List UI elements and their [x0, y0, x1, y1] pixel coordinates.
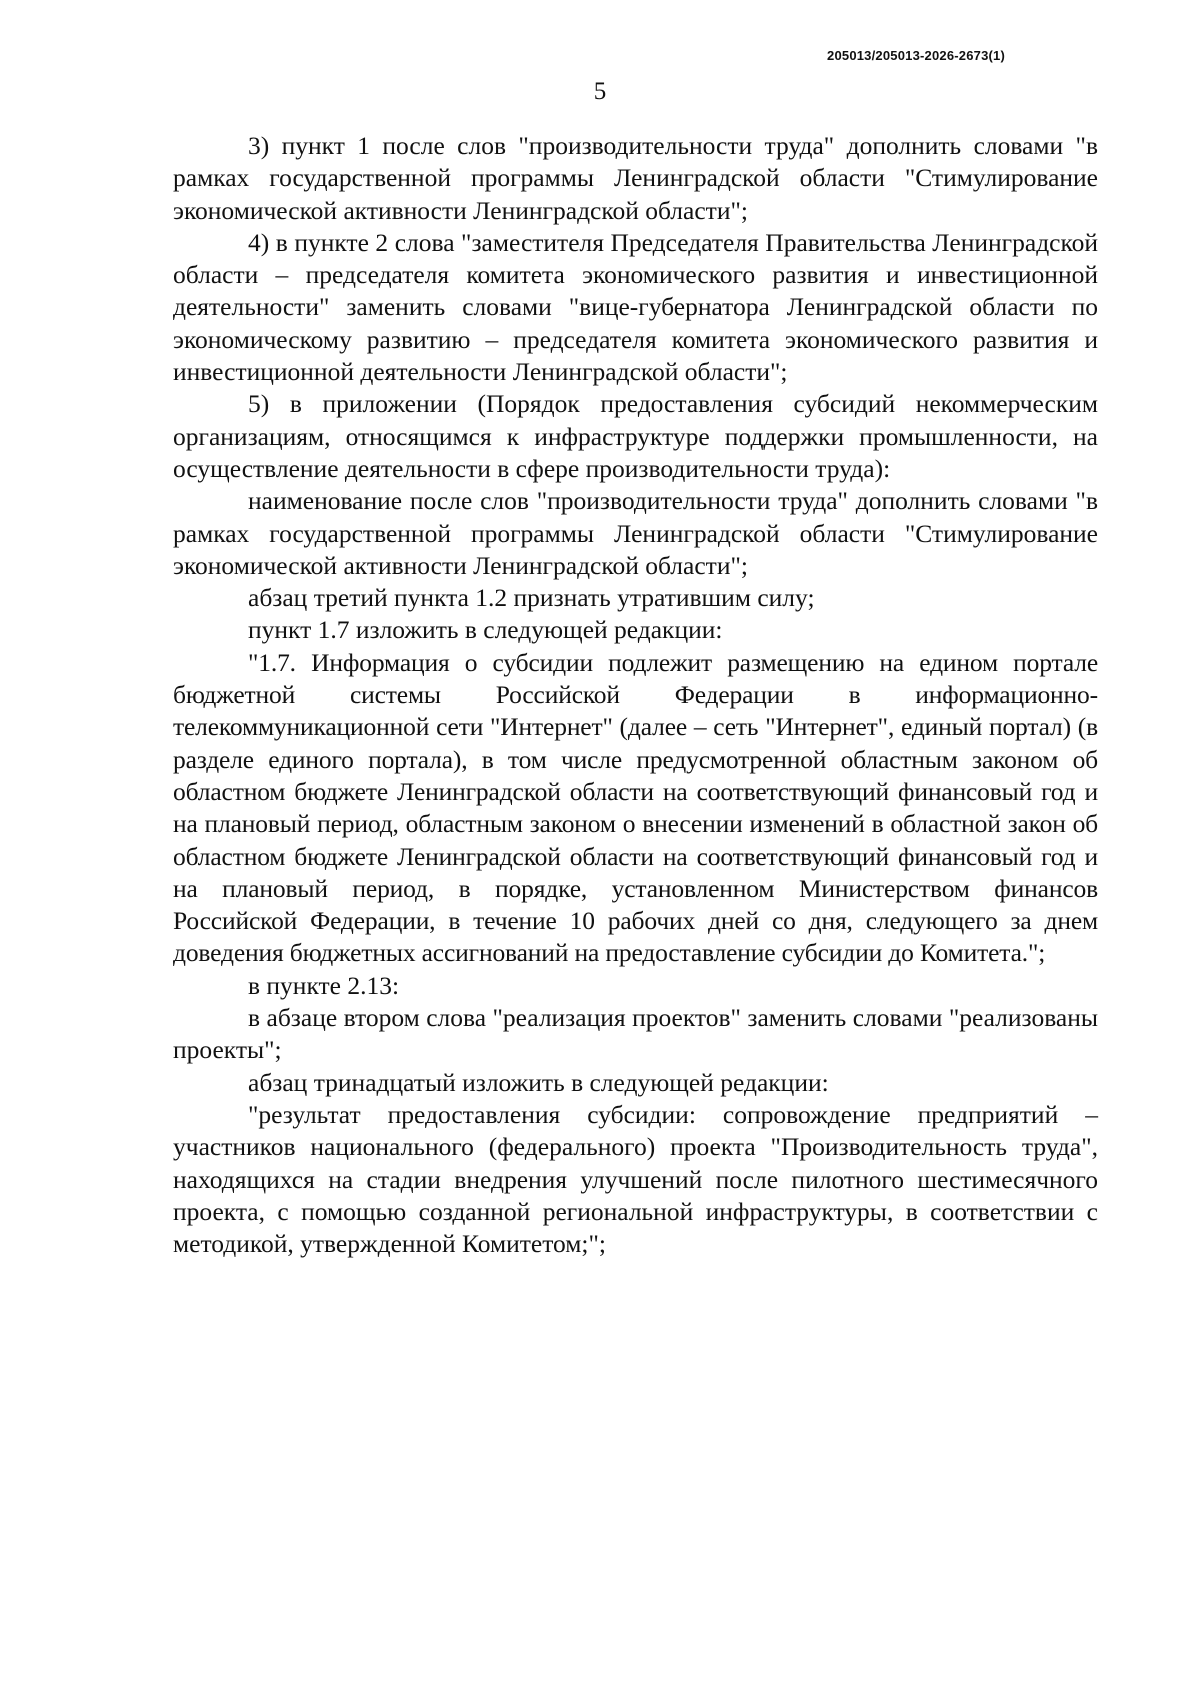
- paragraph-item-4: 4) в пункте 2 слова "заместителя Председателя Правительства Ленинградской области – председателя комитета экономического развития и инвестиционной деятельности" заменить словами "вице-губернатора Ленинградской области по экономическому развитию – председателя комитета экономического развития и инвестиционной деятельности Ленинградской области";: [173, 227, 1098, 387]
- paragraph-title-amendment: наименование после слов "производительности труда" дополнить словами "в рамках государственной программы Ленинградской области "Стимулирование экономической активности Ленинградской области";: [173, 486, 1098, 580]
- paragraph-clause-2-13-intro: в пункте 2.13:: [248, 970, 400, 1000]
- paragraph-clause-1-7-text: "1.7. Информация о субсидии подлежит размещению на едином портале бюджетной системы Российской Федерации в информационно-телекоммуникационной сети "Интернет" (далее – сеть "Интернет", единый портал) (в разделе единого портала), в том числе предусмотренной областным законом об областном бюджете Ленинградской области на соответствующий финансовый год и на плановый период, областным законом о внесении изменений в областной закон об областном бюджете Ленинградской области на соответствующий финансовый год и на плановый период, в порядке, установленном Министерством финансов Российской Федерации, в течение 10 рабочих дней со дня, следующего за днем доведения бюджетных ассигнований на предоставление субсидии до Комитета.";: [173, 647, 1098, 968]
- document-body: [173, 130, 1098, 1260]
- paragraph-clause-2-13-thirteenth-intro: абзац тринадцатый изложить в следующей редакции:: [248, 1067, 829, 1097]
- page-number: 5: [593, 78, 607, 105]
- paragraph-clause-1-7-intro: пункт 1.7 изложить в следующей редакции:: [248, 615, 723, 645]
- paragraph-item-3: 3) пункт 1 после слов "производительности труда" дополнить словами "в рамках государственной программы Ленинградской области "Стимулирование экономической активности Ленинградской области";: [173, 131, 1098, 225]
- paragraph-clause-1-2: абзац третий пункта 1.2 признать утратившим силу;: [248, 583, 815, 613]
- paragraph-item-5: 5) в приложении (Порядок предоставления субсидий некоммерческим организациям, относящимся к инфраструктуре поддержки промышленности, на осуществление деятельности в сфере производительности труда):: [173, 389, 1098, 483]
- paragraph-clause-2-13-thirteenth-text: "результат предоставления субсидии: сопровождение предприятий – участников национального (федерального) проекта "Производительность труда", находящихся на стадии внедрения улучшений после пилотного шестимесячного проекта, с помощью созданной региональной инфраструктуры, в соответствии с методикой, утвержденной Комитетом;";: [173, 1099, 1098, 1259]
- paragraph-clause-2-13-second: в абзаце втором слова "реализация проектов" заменить словами "реализованы проекты";: [173, 1003, 1098, 1065]
- document-registration-number: 205013/205013-2026-2673(1): [827, 48, 1005, 63]
